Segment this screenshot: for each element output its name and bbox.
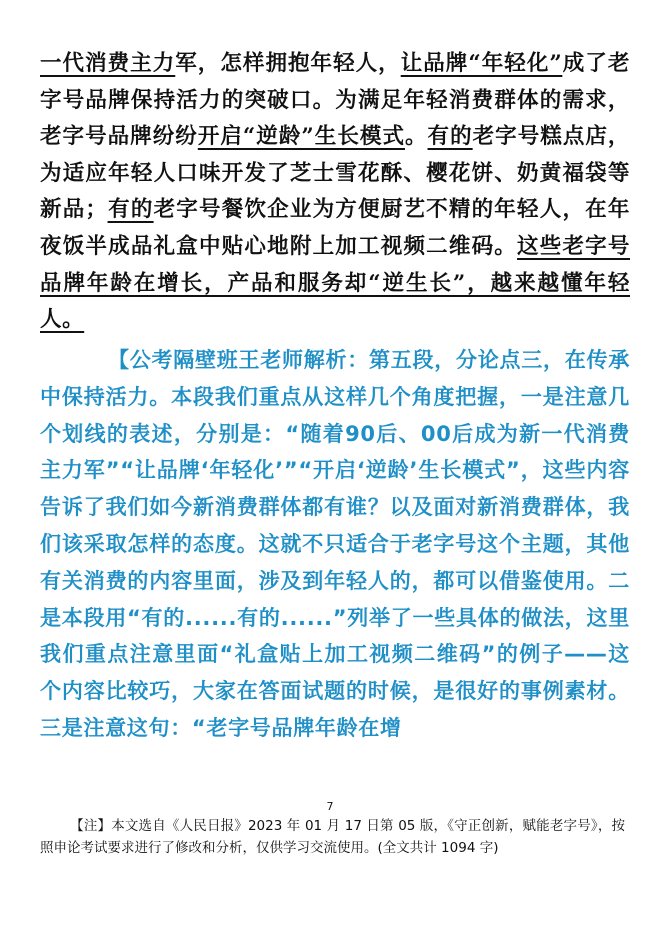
footnote bbox=[40, 815, 625, 859]
underlined-phrase: 有的 bbox=[427, 124, 473, 150]
text-run: 成了老字号品牌保持活力的突破口。为满足年轻消费群体的需求，老字号品牌纷纷 bbox=[40, 51, 630, 150]
analysis-paragraph bbox=[40, 342, 630, 747]
underlined-phrase: 一代消费主力 bbox=[40, 51, 176, 76]
text-run: 老字号糕点店，为适应年轻人口味开发了芝士雪花酥、樱花饼、奶黄福袋等新品； bbox=[40, 124, 631, 223]
text-run: 军，怎样拥抱年轻人， bbox=[175, 51, 401, 76]
underlined-phrase: 有的 bbox=[107, 197, 154, 223]
footnote-text: 【注】本文选自《人民日报》2023 年 01 月 17 日第 05 版，《守正创新，赋能老字号》，按照申论考试要求进行了修改和分析，仅供学习交流使用。(全文共计 1094 字) bbox=[40, 818, 625, 856]
underlined-phrase: 开启“逆龄”生长模式 bbox=[197, 124, 405, 150]
text-run: 。 bbox=[405, 124, 428, 150]
text-run: 老字号餐饮企业为方便厨艺不精的年轻人，在年夜饭半成品礼盒中贴心地附上加工视频二维码。 bbox=[40, 197, 630, 259]
analysis-text: 【公考隔壁班王老师解析：第五段，分论点三，在传承中保持活力。本段我们重点从这样几个角度把握，一是注意几个划线的表述，分别是：“随着90后、00后成为新一代消费主力军”“让品牌‘年轻化’”“开启‘逆龄’生长模式”，这些内容告诉了我们如今新消费群体都有谁？以及面对新消费群体，我们该采取怎样的态度。这就不只适合于老字号这个主题，其他有关消费的内容里面，涉及到年轻人的，都可以借鉴使用。二是本段用“有的......有的......”列举了一些具体的做法，这里我们重点注意里面“礼盒贴上加工视频二维码”的例子——这个内容比较巧，大家在答面试题的时候，是很好的事例素材。三是注意这句：“老字号品牌年龄在增 bbox=[40, 348, 630, 740]
original-text-paragraph bbox=[40, 46, 630, 339]
underlined-phrase: 这些老字号品牌年龄在增长，产品和服务却“逆生长”，越来越懂年轻人。 bbox=[40, 233, 630, 333]
page-number: 7 bbox=[326, 800, 334, 813]
underlined-phrase: 让品牌“年轻化” bbox=[400, 51, 563, 76]
